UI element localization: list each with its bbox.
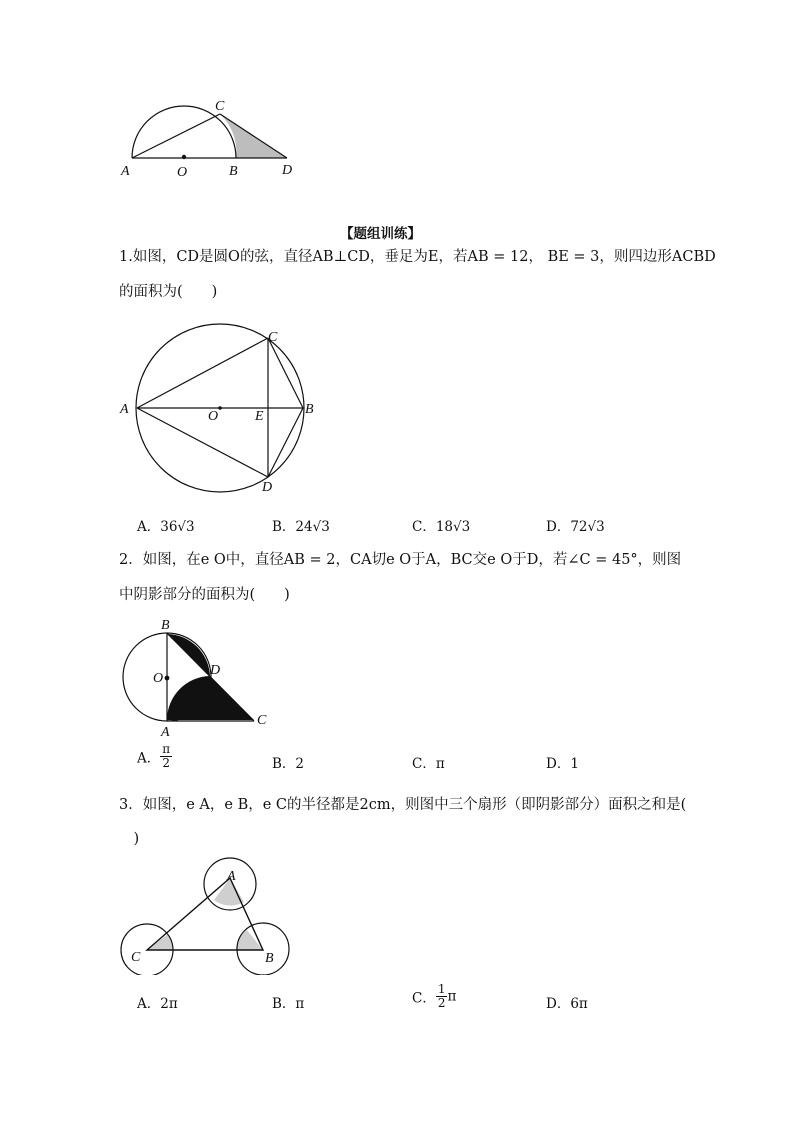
q3-text-line2: ) (119, 831, 140, 847)
label-b: B (265, 951, 274, 966)
q2-figure-circle-tangent (110, 612, 280, 742)
option-letter: D． (546, 756, 571, 772)
option-letter: C． (412, 756, 436, 772)
segment-cb (268, 338, 303, 408)
q2-option-c[interactable] (412, 752, 445, 772)
option-value: 36√3 (160, 519, 195, 535)
option-letter: D． (546, 519, 571, 535)
label-e: E (255, 409, 264, 424)
q1-option-d[interactable] (546, 515, 605, 535)
label-o: O (177, 165, 188, 180)
fraction-numerator: 1 (437, 982, 446, 996)
q1-option-c[interactable] (412, 515, 470, 535)
segment-ac (137, 338, 268, 408)
q3-option-a[interactable] (137, 992, 178, 1012)
label-a: A (227, 869, 236, 884)
center-dot (182, 155, 186, 159)
option-fraction (160, 743, 172, 770)
q1-text-line2: 的面积为( ) (119, 284, 218, 300)
q1-text-line1: 1.如图，CD是圆O的弦，直径AB⊥CD，垂足为E，若AB = 12， BE = 3，则四边形ACBD (119, 249, 716, 265)
option-value: 2π (160, 996, 178, 1012)
option-letter: D． (546, 996, 571, 1012)
label-b: B (305, 402, 314, 417)
q1-option-a[interactable] (137, 515, 195, 535)
label-c: C (268, 330, 278, 345)
option-value: 72√3 (570, 519, 605, 535)
option-letter: A． (137, 996, 161, 1012)
figure-semicircle-tangent (110, 95, 310, 185)
option-fraction (436, 983, 448, 1010)
option-value: 18√3 (435, 519, 471, 535)
q1-figure-circle-quadrilateral (110, 318, 330, 498)
option-letter: A． (137, 519, 161, 535)
q2-option-b[interactable] (272, 752, 304, 772)
option-letter: B． (272, 996, 296, 1012)
label-d: D (210, 663, 221, 678)
label-a: A (121, 164, 130, 179)
label-o: O (208, 409, 219, 424)
q2-text-line2: 中阴影部分的面积为( ) (119, 587, 290, 603)
label-b: B (161, 618, 170, 633)
fraction-denominator: 2 (437, 996, 446, 1010)
center-dot (218, 406, 222, 410)
segment-ad (137, 408, 268, 477)
fraction-numerator: π (162, 742, 171, 756)
q2-text-line1: 2．如图，在e O中，直径AB = 2，CA切e O于A，BC交e O于D，若∠C = 45°，则图 (119, 552, 682, 568)
option-value: 6π (570, 996, 588, 1012)
section-title: 【题组训练】 (340, 226, 421, 242)
label-d: D (262, 480, 273, 495)
option-letter: B． (272, 519, 296, 535)
label-o: O (153, 671, 164, 686)
option-value: π (295, 996, 305, 1012)
segment-db (268, 408, 303, 477)
label-a: A (161, 725, 170, 740)
fraction-denominator: 2 (162, 756, 171, 770)
q1-option-b[interactable] (272, 515, 330, 535)
option-value: 2 (295, 756, 305, 772)
q3-figure-three-circles (110, 850, 300, 975)
option-letter: C． (412, 519, 436, 535)
option-value: π (435, 756, 445, 772)
q3-option-c[interactable] (412, 983, 456, 1010)
q3-option-b[interactable] (272, 992, 304, 1012)
label-d: D (282, 163, 293, 178)
center-dot (165, 676, 170, 681)
q2-option-a[interactable] (137, 743, 172, 770)
q2-option-d[interactable] (546, 752, 579, 772)
label-b: B (229, 164, 238, 179)
q3-option-d[interactable] (546, 992, 588, 1012)
chord-ac (132, 114, 220, 158)
option-suffix: π (447, 988, 457, 1005)
option-value: 24√3 (295, 519, 330, 535)
option-letter: A． (137, 750, 161, 767)
option-value: 1 (570, 756, 579, 772)
option-letter: B． (272, 756, 296, 772)
label-c: C (215, 99, 225, 114)
option-letter: C． (412, 990, 436, 1007)
q3-text-line1: 3．如图，e A，e B，e C的半径都是2cm，则图中三个扇形（即阴影部分）面积之和是( (119, 797, 687, 813)
label-c: C (131, 950, 141, 965)
label-c: C (257, 713, 267, 728)
label-a: A (120, 402, 129, 417)
